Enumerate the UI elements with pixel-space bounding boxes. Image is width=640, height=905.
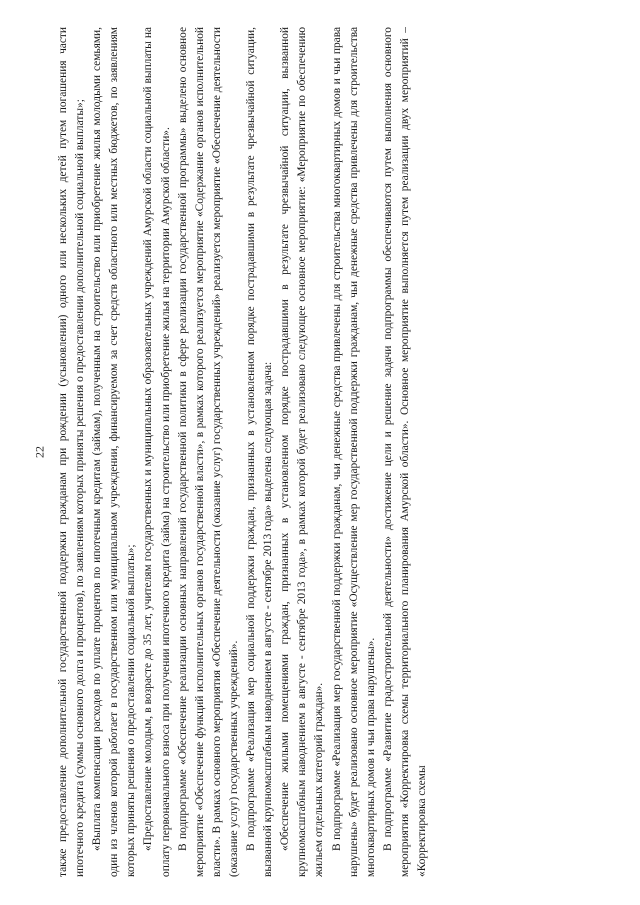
paragraph-1: также предоставление дополнительной государственной поддержки гражданам при рождении (усыновлении) одного или нескольких детей путем погашения части ипотечного кредита (суммы основного долга и процентов), по заявлениям которых приняты решения о предоставлении дополнительной социальной выплаты»;	[57, 27, 87, 877]
page-number: 22	[32, 446, 47, 458]
paragraph-3: «Предоставление молодым, в возрасте до 35 лет, учителям государственных и муниципальных образовательных учреждений Амурской области социальной выплаты на оплату первоначального взноса при получении ипотечного кредита (займа) на строительство или приобретение жилья на территории Амурской области».	[142, 27, 172, 877]
paragraph-6: «Обеспечение жилыми помещениями граждан, признанных в установленном порядке пострадавшими в результате чрезвычайной ситуации, вызванной крупномасштабным наводнением в августе - сентябре 2013 года», в рамках которой будет реализовано следующее основное мероприятие: «Мероприятие по обеспечению жильем отдельных категорий граждан».	[279, 27, 326, 877]
rotated-text-block	[55, 27, 585, 877]
document-body	[55, 27, 431, 877]
paragraph-7: В подпрограмме «Реализация мер государственной поддержки гражданам, чьи денежные средства привлечены для строительства многоквартирных домов и чьи права нарушены» будет реализовано основное мероприятие «Осуществление мер государственной поддержки гражданам, чьи денежные средства привлечены для строительства многоквартирных домов и чьи права нарушены».	[330, 27, 377, 877]
paragraph-5: В подпрограмме «Реализация мер социальной поддержки граждан, признанных в установленном порядке пострадавшими в результате чрезвычайной ситуации, вызванной крупномасштабным наводнением в августе - сентябре 2013 года» выделена следующая задача:	[245, 27, 275, 877]
paragraph-8: В подпрограмме «Развитие градостроительной деятельности» достижение цели и решение задачи подпрограммы обеспечиваются путем выполнения основного мероприятия «Корректировка схемы территориального планирования Амурской области». Основное мероприятие выполняется путем реализации двух мероприятий – «Корректировка схемы	[381, 27, 428, 877]
paragraph-4: В подпрограмме «Обеспечение реализации основных направлений государственной политики в сфере реализации государственной программы» выделено основное мероприятие «Обеспечение функций исполнительных органов государственной власти», в рамках которого реализуется мероприятие «Содержание органов исполнительной власти». В рамках основного мероприятия «Обеспечение деятельности (оказание услуг) государственных учреждений» реализуется мероприятие «Обеспечение деятельности (оказание услуг) государственных учреждений».	[176, 27, 240, 877]
paragraph-2: «Выплата компенсации расходов по уплате процентов по ипотечным кредитам (займам), полученным на строительство или приобретение жилья молодыми семьями, один из членов которой работает в государственном или муниципальном учреждении, финансируемом за счет средств областного или местных бюджетов, по заявлениям которых приняты решения о предоставлении социальной выплаты»;	[91, 27, 138, 877]
